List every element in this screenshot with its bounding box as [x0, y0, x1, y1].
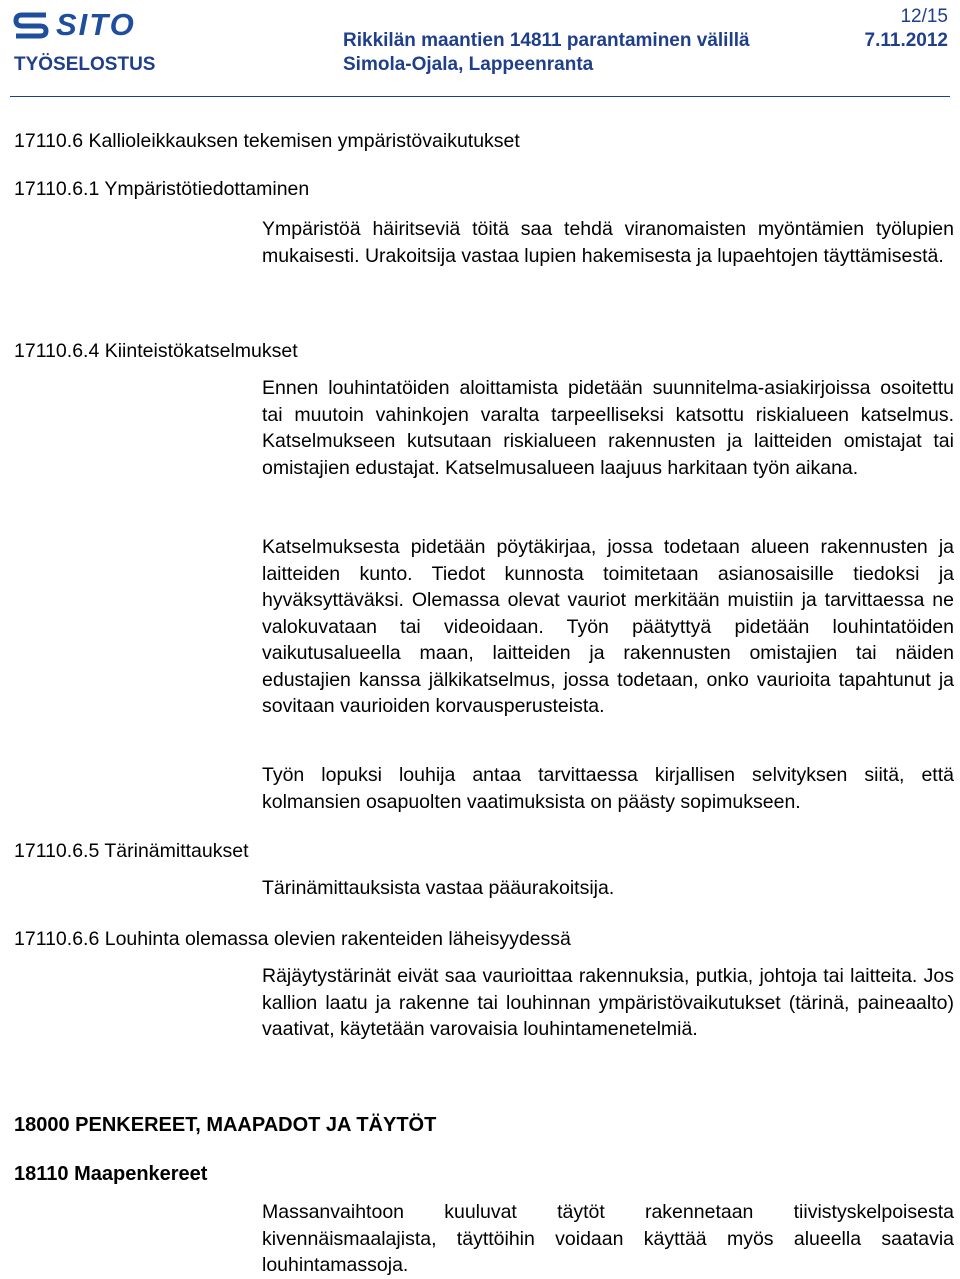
paragraph: Katselmuksesta pidetään pöytäkirjaa, jossa todetaan alueen rakennusten ja laitteiden kunto. Tiedot kunnosta toimitetaan asianosaisille tiedoksi ja hyväksyttäväksi. Olemassa olevat vauriot merkitään muistiin ja tarvittaessa ne valokuvataan tai videoidaan. Työn päätyttyä pidetään louhintatöiden vaikutusalueella maan, laitteiden ja rakennusten omistajien tai näiden edustajien kanssa jälkikatselmus, jossa todetaan, onko vaurioita tapahtunut ja sovitaan vaurioiden korvausperusteista. — [262, 536, 954, 717]
project-title: Rikkilän maantien 14811 parantaminen välillä — [343, 30, 750, 51]
paragraph: Ennen louhintatöiden aloittamista pidetään suunnitelma-asiakirjoissa osoitettu tai muutoin vahinkojen varalta tarpeelliseksi katsottu riskialueen katselmus. Katselmukseen kutsutaan riskialueen rakennusten ja laitteiden omistajat tai omistajien edustajat. Katselmusalueen laajuus harkitaan työn aikana. — [262, 377, 954, 479]
section-heading: 17110.6.5 Tärinämittaukset — [14, 840, 249, 862]
paragraph: Tärinämittauksista vastaa pääurakoitsija. — [262, 877, 615, 899]
project-location: Simola-Ojala, Lappeenranta — [343, 54, 594, 75]
paragraph: Ympäristöä häiritseviä töitä saa tehdä viranomaisten myöntämien työlupien mukaisesti. Urakoitsija vastaa lupien hakemisesta ja lupaehtojen täyttämisestä. — [262, 218, 954, 267]
section-heading: 17110.6.1 Ympäristötiedottaminen — [14, 178, 310, 200]
page-number: 12/15 — [900, 6, 948, 27]
document-type: TYÖSELOSTUS — [14, 54, 156, 75]
section-heading: 17110.6.4 Kiinteistökatselmukset — [14, 340, 298, 362]
chapter-heading: 18000 PENKEREET, MAAPADOT JA TÄYTÖT — [14, 1114, 437, 1136]
document-date: 7.11.2012 — [864, 30, 948, 51]
section-heading: 17110.6.6 Louhinta olemassa olevien rakenteiden läheisyydessä — [14, 928, 571, 950]
paragraph: Työn lopuksi louhija antaa tarvittaessa kirjallisen selvityksen siitä, että kolmansien osapuolten vaatimuksista on päästy sopimukseen. — [262, 764, 954, 813]
paragraph: Massanvaihtoon kuuluvat täytöt rakennetaan tiivistyskelpoisesta kivennäismaalajista, täyttöihin voidaan käyttää myös alueella saatavia louhintamassoja. — [262, 1201, 954, 1276]
paragraph: Räjäytystärinät eivät saa vaurioittaa rakennuksia, putkia, johtoja tai laitteita. Jos kallion laatu ja rakenne tai louhinnan ympäristövaikutukset (tärinä, paineaalto) vaativat, käytetään varovaisia louhintamenetelmiä. — [262, 965, 954, 1040]
logo-text: SITO — [56, 7, 136, 42]
section-heading: 17110.6 Kallioleikkauksen tekemisen ympäristövaikutukset — [14, 130, 520, 152]
logo-mark-icon — [12, 10, 52, 40]
company-logo — [12, 7, 136, 42]
subchapter-heading: 18110 Maapenkereet — [14, 1163, 208, 1185]
header-divider — [10, 96, 950, 97]
